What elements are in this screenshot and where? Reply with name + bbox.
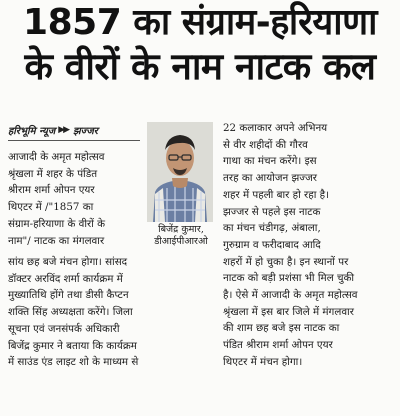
body-line: डॉक्टर अरविंद शर्मा कार्यक्रम में [8,272,123,285]
headline-line-1: 1857 का संग्राम-हरियाणा [23,2,377,43]
byline [8,122,98,138]
caption-designation: डीआईपीआरओ [154,236,208,247]
body-line: पंडित श्रीराम शर्मा ओपन एयर [223,339,333,352]
body-line: शक्ति सिंह अध्यक्षता करेंगे। जिला [8,306,133,319]
body-line: झज्जर से पहले इस नाटक [223,205,321,218]
photo-caption [143,224,219,248]
double-arrow-icon: ▶▶ [58,125,69,135]
body-line: आजादी के अमृत महोत्सव [8,151,105,163]
body-line: 22 कलाकार अपने अभिनय [223,122,328,134]
body-line: गाथा का मंचन करेंगे। इस [223,155,317,168]
body-line: श्रृंखला में इस बार जिले में मंगलवार [223,305,354,318]
body-line: श्रीराम शर्मा ओपन एयर [8,184,95,197]
body-line: थिएटर में मंचन होगा। [223,355,303,368]
body-line: है। ऐसे में आजादी के अमृत महोत्सव [223,289,358,302]
body-line: सूचना एवं जनसंपर्क अधिकारी [8,322,120,335]
person-portrait-icon [147,122,213,222]
body-line: थिएटर में /"1857 का [8,201,94,214]
body-line: सांय छह बजे मंचन होगा। सांसद [8,256,128,268]
byline-divider [8,140,140,141]
byline-source: हरिभूमि न्यूज [8,126,56,137]
body-line: शहरों में हो चुका है। इन स्थानों पर [223,255,349,268]
body-line: में साउंड एंड लाइट शो के माध्यम से [8,356,139,369]
body-line: की शाम छह बजे इस नाटक का [223,322,340,335]
officer-photo [147,122,213,222]
body-line: नाटक को बड़ी प्रशंसा भी मिल चुकी [223,272,355,285]
headline [4,2,396,90]
body-line: संग्राम-हरियाणा के वीरों के [8,217,106,230]
body-line: नाम"/ नाटक का मंगलवार [8,234,105,247]
body-column-left-bottom [8,254,218,404]
body-line: गुरुग्राम व फरीदाबाद आदि [223,238,321,251]
body-line: मुख्यातिथि होंगे तथा डीसी कैप्टन [8,289,129,302]
body-line: से वीर शहीदों की गौरव [223,138,308,151]
body-line: श्रृंखला में शहर के पंडित [8,167,98,180]
headline-line-2: के वीरों के नाम नाटक कल [24,45,376,88]
byline-city: झज्जर [73,126,98,137]
body-line: शहर में पहली बार हो रहा है। [223,188,330,201]
body-line: का मंचन चंडीगढ़, अंबाला, [223,222,321,235]
body-line: तरह का आयोजन झज्जर [223,172,317,185]
body-column-right [223,120,395,410]
body-column-left-top [8,149,138,253]
caption-name: बिजेंद्र कुमार, [158,224,204,235]
body-line: बिजेंद्र कुमार ने बताया कि कार्यक्रम [8,339,137,352]
